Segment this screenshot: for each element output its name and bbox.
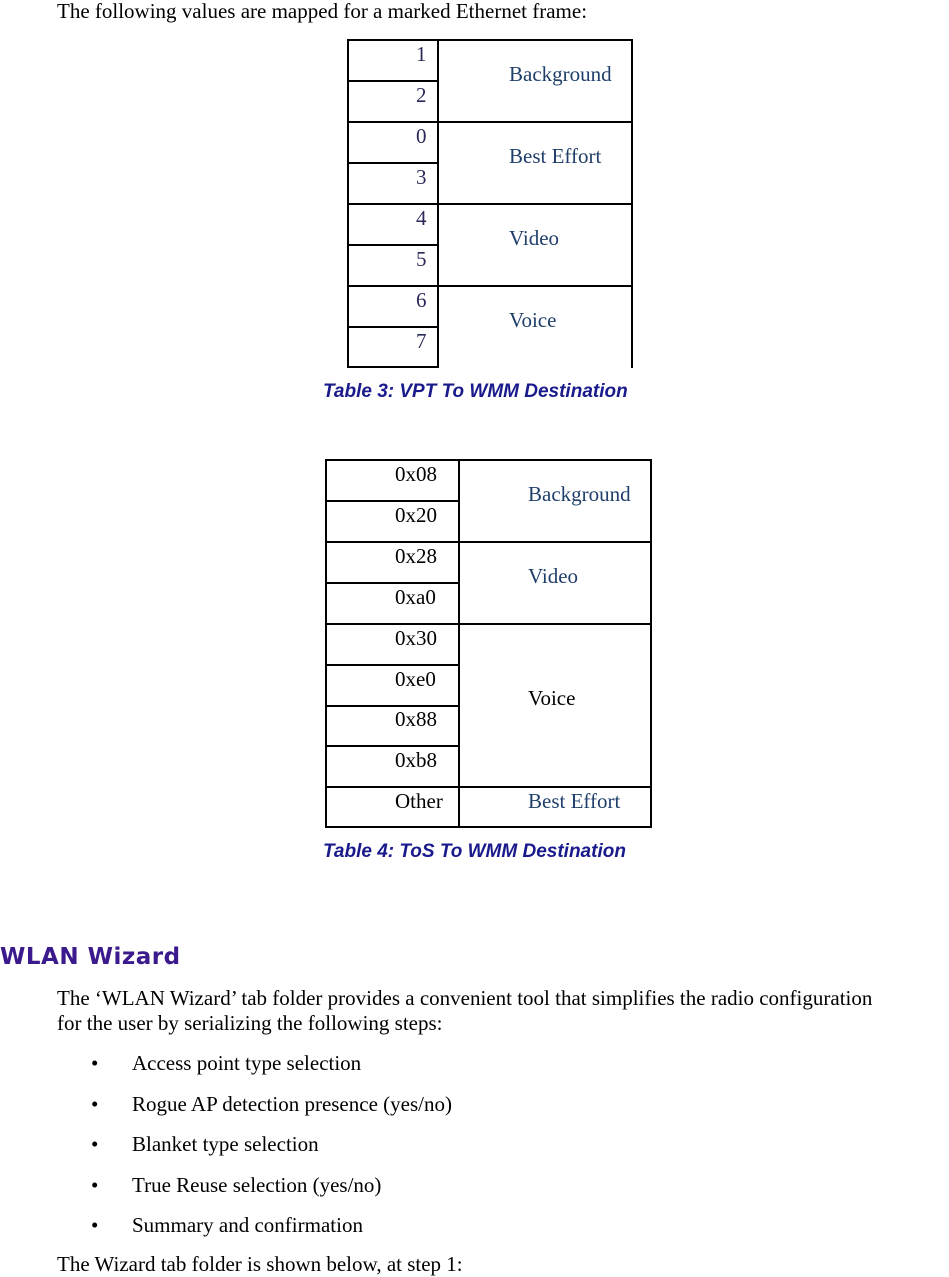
tos-value: 0xb8	[395, 748, 437, 772]
vpt-value: 5	[416, 247, 427, 271]
list-item: • Blanket type selection	[91, 1132, 319, 1156]
vpt-value: 6	[416, 288, 427, 312]
wmm-category: Background	[509, 62, 612, 86]
list-item: • Rogue AP detection presence (yes/no)	[91, 1092, 452, 1116]
wmm-category: Voice	[528, 686, 576, 710]
vpt-value: 3	[416, 165, 427, 189]
table4-caption: Table 4: ToS To WMM Destination	[323, 841, 626, 862]
intro-text: The following values are mapped for a marked Ethernet frame:	[57, 0, 588, 23]
tos-value: 0x88	[395, 707, 437, 731]
vpt-value: 7	[416, 329, 427, 353]
section-heading: WLAN Wizard	[0, 944, 181, 970]
bullet: •	[91, 1092, 99, 1116]
wmm-category: Video	[528, 564, 579, 588]
tos-value: 0x30	[395, 626, 437, 650]
section-paragraph-line1: The ‘WLAN Wizard’ tab folder provides a convenient tool that simplifies the radio configuration	[57, 986, 873, 1010]
vpt-value: 1	[416, 42, 427, 66]
wmm-category: Best Effort	[528, 789, 621, 813]
table3-caption: Table 3: VPT To WMM Destination	[323, 381, 628, 402]
bullet: •	[91, 1132, 99, 1156]
wmm-category: Video	[509, 226, 560, 250]
tos-value: 0x08	[395, 462, 437, 486]
list-item: • True Reuse selection (yes/no)	[91, 1173, 382, 1197]
vpt-value: 4	[416, 206, 427, 230]
wmm-category: Best Effort	[509, 144, 602, 168]
bullet: •	[91, 1173, 99, 1197]
section-paragraph-line2: for the user by serializing the following steps:	[57, 1011, 443, 1035]
bullet: •	[91, 1213, 99, 1237]
bullet: •	[91, 1051, 99, 1075]
closing-text: The Wizard tab folder is shown below, at step 1:	[57, 1252, 463, 1276]
tos-value: Other	[395, 789, 443, 813]
tos-value: 0x20	[395, 503, 437, 527]
list-item: • Summary and confirmation	[91, 1213, 363, 1237]
list-item: • Access point type selection	[91, 1051, 362, 1075]
tos-value: 0xa0	[395, 585, 436, 609]
vpt-value: 2	[416, 83, 427, 107]
wmm-category: Voice	[509, 308, 557, 332]
vpt-value: 0	[416, 124, 427, 148]
tos-value: 0x28	[395, 544, 437, 568]
wmm-category: Background	[528, 482, 631, 506]
tos-value: 0xe0	[395, 667, 436, 691]
